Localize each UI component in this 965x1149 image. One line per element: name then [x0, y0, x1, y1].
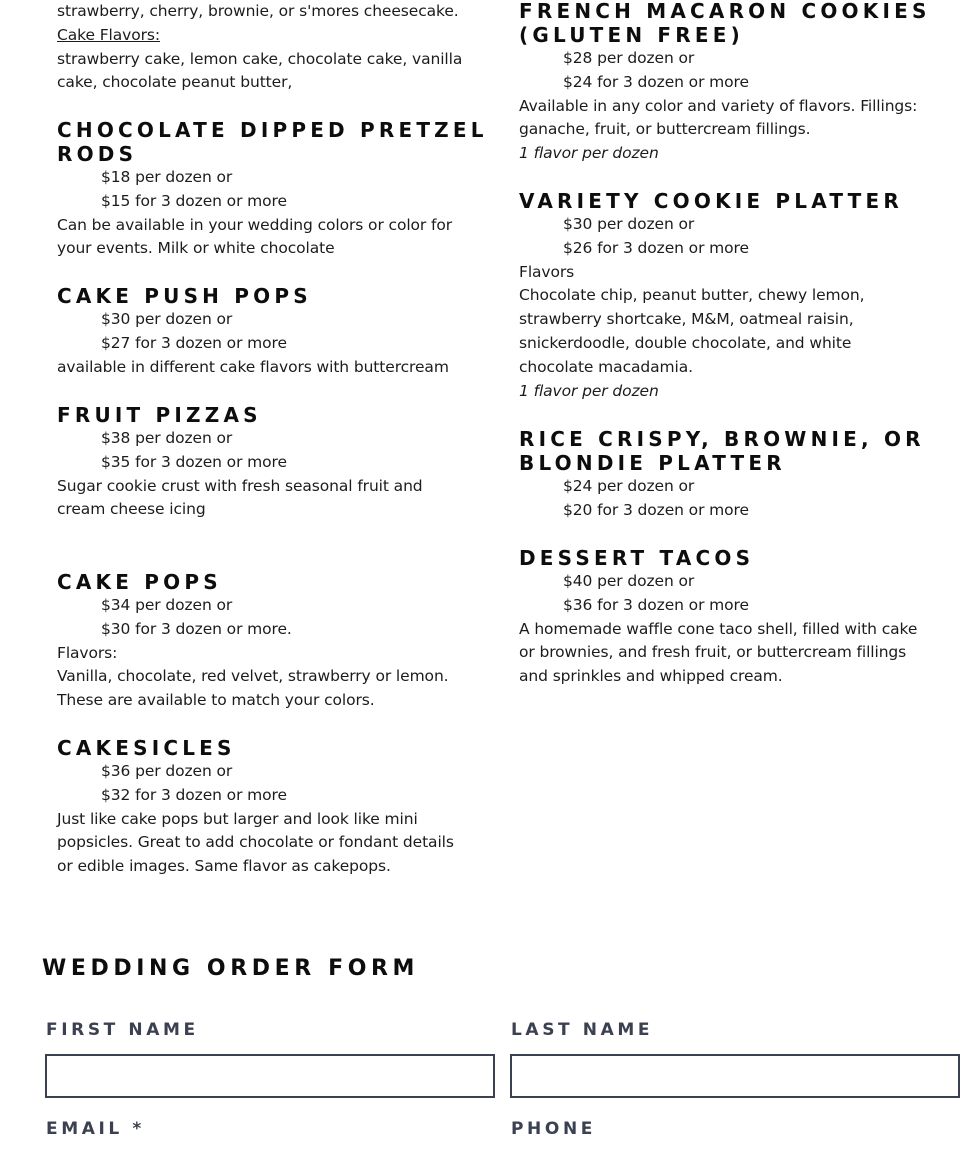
item-description: and sprinkles and whipped cream. — [519, 667, 783, 686]
cake-flavors-label: Cake Flavors: — [57, 25, 160, 44]
price-per-dozen: $36 per dozen or — [101, 762, 233, 780]
item-description: your events. Milk or white chocolate — [57, 239, 335, 258]
flavor-note: 1 flavor per dozen — [519, 144, 659, 163]
phone-label: PHONE — [511, 1119, 596, 1139]
section-title: CHOCOLATE DIPPED PRETZEL — [57, 118, 488, 142]
item-description: Vanilla, chocolate, red velvet, strawberry or lemon. — [57, 667, 449, 686]
price-bulk: $35 for 3 dozen or more — [101, 452, 287, 471]
price-per-dozen: $18 per dozen or — [101, 168, 233, 186]
section-title: CAKESICLES — [57, 736, 236, 760]
last-name-field[interactable] — [510, 1054, 960, 1098]
price-bulk: $20 for 3 dozen or more — [563, 500, 749, 519]
section-title: CAKE POPS — [57, 570, 222, 594]
last-name-label: LAST NAME — [511, 1020, 654, 1040]
price-bulk: $24 for 3 dozen or more — [563, 72, 749, 91]
item-description: snickerdoodle, double chocolate, and white — [519, 333, 852, 352]
cheesecake-flavors-text: strawberry, cherry, brownie, or s'mores cheesecake. — [57, 2, 459, 20]
section-title: CAKE PUSH POPS — [57, 284, 312, 308]
price-per-dozen: $30 per dozen or — [563, 215, 695, 233]
section-title: VARIETY COOKIE PLATTER — [519, 189, 903, 213]
item-description: Sugar cookie crust with fresh seasonal fruit and — [57, 476, 423, 495]
item-description: or edible images. Same flavor as cakepops. — [57, 857, 391, 876]
first-name-label: FIRST NAME — [46, 1020, 199, 1040]
section-title: FRENCH MACARON COOKIES — [519, 0, 931, 23]
section-title: (GLUTEN FREE) — [519, 23, 744, 47]
cake-flavors-text: strawberry cake, lemon cake, chocolate cake, vanilla — [57, 49, 463, 68]
email-label: EMAIL * — [46, 1119, 145, 1139]
price-bulk: $30 for 3 dozen or more. — [101, 619, 292, 638]
rice-crispy-platter-section — [519, 427, 925, 523]
price-per-dozen: $40 per dozen or — [563, 572, 695, 590]
price-per-dozen: $38 per dozen or — [101, 429, 233, 447]
item-description: These are available to match your colors. — [57, 691, 375, 710]
price-bulk: $32 for 3 dozen or more — [101, 785, 287, 804]
price-per-dozen: $28 per dozen or — [563, 49, 695, 67]
item-description: Chocolate chip, peanut butter, chewy lemon, — [519, 286, 865, 305]
price-bulk: $26 for 3 dozen or more — [563, 238, 749, 257]
item-description: Can be available in your wedding colors or color for — [57, 215, 453, 234]
item-description: chocolate macadamia. — [519, 357, 693, 376]
cheesecake-section-tail — [57, 0, 462, 95]
section-title: BLONDIE PLATTER — [519, 451, 786, 475]
item-description: available in different cake flavors with buttercream — [57, 357, 449, 376]
cakesicles-section — [57, 736, 454, 879]
price-per-dozen: $24 per dozen or — [563, 477, 695, 495]
cake-pops-section — [57, 570, 449, 713]
dessert-tacos-section — [519, 546, 917, 689]
item-description: or brownies, and fresh fruit, or buttercream fillings — [519, 643, 907, 662]
item-description: A homemade waffle cone taco shell, filled with cake — [519, 619, 918, 638]
price-bulk: $27 for 3 dozen or more — [101, 333, 287, 352]
section-title: RICE CRISPY, BROWNIE, OR — [519, 427, 925, 451]
item-description: Available in any color and variety of flavors. Fillings: — [519, 96, 918, 115]
section-title: DESSERT TACOS — [519, 546, 755, 570]
item-description: popsicles. Great to add chocolate or fondant details — [57, 833, 454, 852]
variety-cookie-platter-section — [519, 189, 903, 403]
price-bulk: $15 for 3 dozen or more — [101, 191, 287, 210]
item-description: Flavors: — [57, 643, 118, 662]
item-description: cream cheese icing — [57, 500, 206, 519]
item-description: Flavors — [519, 262, 575, 281]
cake-push-pops-section — [57, 284, 449, 379]
section-title: RODS — [57, 142, 138, 166]
fruit-pizzas-section — [57, 403, 423, 522]
flavor-note: 1 flavor per dozen — [519, 381, 659, 400]
pretzel-rods-section — [57, 118, 488, 261]
item-description: Just like cake pops but larger and look like mini — [57, 809, 418, 828]
french-macaron-section — [519, 0, 931, 166]
section-title: FRUIT PIZZAS — [57, 403, 262, 427]
price-per-dozen: $34 per dozen or — [101, 596, 233, 614]
price-bulk: $36 for 3 dozen or more — [563, 595, 749, 614]
price-per-dozen: $30 per dozen or — [101, 310, 233, 328]
item-description: ganache, fruit, or buttercream fillings. — [519, 120, 811, 139]
cake-flavors-text: cake, chocolate peanut butter, — [57, 73, 293, 92]
first-name-field[interactable] — [45, 1054, 495, 1098]
item-description: strawberry shortcake, M&M, oatmeal raisin, — [519, 310, 854, 329]
wedding-order-form-title: WEDDING ORDER FORM — [42, 956, 420, 981]
